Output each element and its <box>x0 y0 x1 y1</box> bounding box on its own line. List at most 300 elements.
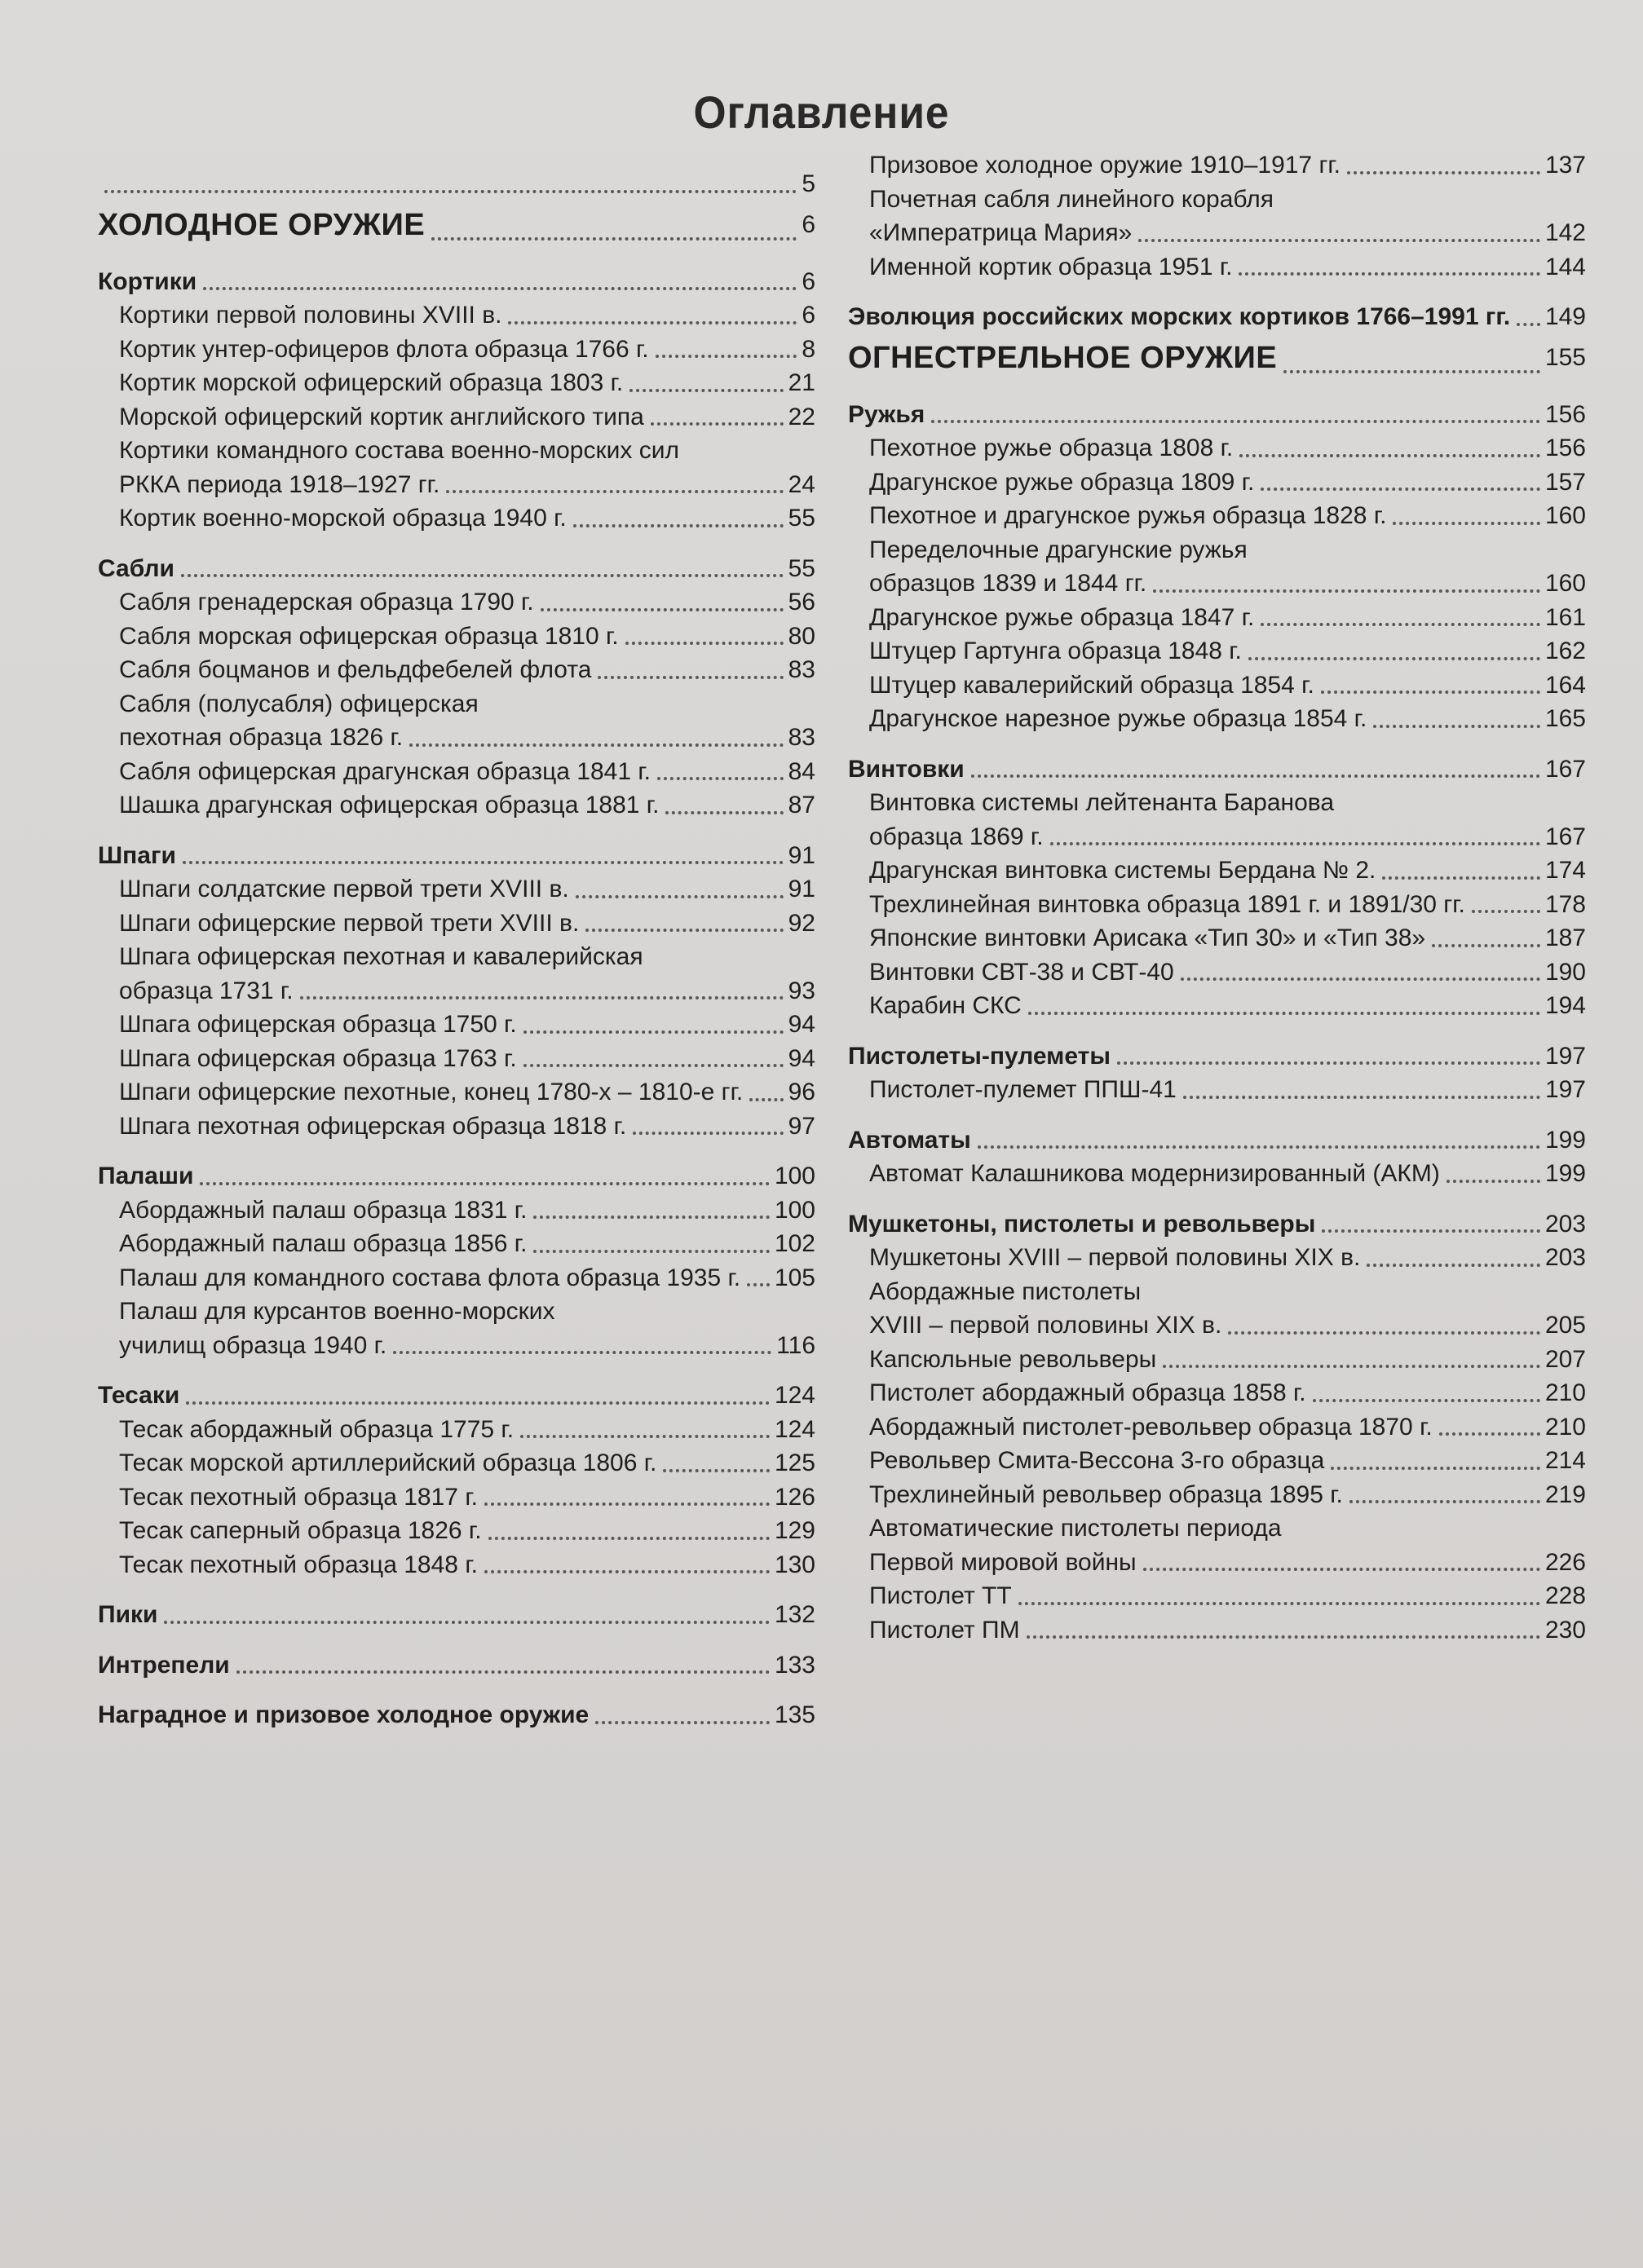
toc-section-heading <box>98 552 815 586</box>
dot-leader <box>523 1064 784 1067</box>
toc-entry <box>98 1261 815 1295</box>
toc-entry-title: Тесак пехотный образца 1848 г. <box>119 1551 478 1578</box>
toc-entry-title: Сабля гренадерская образца 1790 г. <box>119 589 534 616</box>
dot-leader <box>186 1401 770 1405</box>
dot-leader <box>573 524 784 527</box>
toc-entry-title: Шпага офицерская образца 1750 г. <box>119 1011 517 1038</box>
dot-leader <box>520 1435 770 1438</box>
toc-entry <box>848 533 1586 567</box>
toc-entry-title: Автоматические пистолеты периода <box>869 1515 1282 1542</box>
toc-entry <box>98 333 815 367</box>
toc-entry <box>848 854 1586 888</box>
dot-leader <box>657 777 784 780</box>
toc-page-number: 199 <box>1544 1160 1586 1187</box>
dot-leader <box>533 1250 770 1253</box>
toc-entry-title: Пистолет абордажный образца 1858 г. <box>869 1379 1306 1406</box>
dot-leader <box>1153 589 1540 593</box>
toc-entry-title: Почетная сабля линейного корабля <box>869 185 1274 213</box>
toc-part-heading <box>98 201 815 249</box>
toc-entry <box>848 601 1586 635</box>
toc-entry-title: Сабля морская офицерская образца 1810 г. <box>119 622 619 650</box>
toc-page-number: 96 <box>788 1079 815 1105</box>
dot-leader <box>1138 239 1540 242</box>
dot-leader <box>1313 1399 1540 1402</box>
dot-leader <box>181 574 784 577</box>
toc-page-number: 55 <box>788 554 815 582</box>
dot-leader <box>1382 876 1540 880</box>
toc-entry-title: РККА периода 1918–1927 гг. <box>119 470 440 498</box>
dot-leader <box>633 1132 783 1135</box>
dot-leader <box>1143 1568 1540 1571</box>
toc-entry-title: Сабля боцманов и фельдфебелей флота <box>119 656 592 683</box>
toc-entry <box>98 907 815 941</box>
toc-entry-title: Абордажные пистолеты <box>869 1277 1142 1305</box>
toc-page-number: 125 <box>774 1449 815 1476</box>
dot-leader <box>1261 623 1540 626</box>
dot-leader <box>656 355 797 358</box>
dot-leader <box>625 642 784 645</box>
toc-page-number: 187 <box>1544 924 1586 951</box>
dot-leader <box>1373 725 1540 728</box>
toc-page-number: 84 <box>788 757 815 785</box>
dot-leader <box>1439 1432 1540 1436</box>
toc-page-number: 142 <box>1544 219 1586 246</box>
toc-entry-title: Трехлинейная винтовка образца 1891 г. и 1891/30 гг. <box>869 890 1465 918</box>
dot-leader <box>104 190 797 193</box>
dot-leader <box>393 1351 771 1354</box>
toc-page-number: 205 <box>1544 1312 1586 1339</box>
toc-section-heading <box>98 1159 815 1194</box>
dot-leader <box>183 861 784 864</box>
toc-page-number: 210 <box>1544 1413 1586 1441</box>
dot-leader <box>971 774 1540 778</box>
toc-page-number: 83 <box>788 724 815 751</box>
toc-entry-title: Драгунское ружье образца 1809 г. <box>869 468 1255 496</box>
toc-entry <box>848 1241 1586 1275</box>
toc-entry-title: Палаши <box>98 1163 194 1189</box>
dot-leader <box>665 811 783 814</box>
toc-entry-title: Шпаги офицерские первой трети XVIII в. <box>119 909 580 937</box>
toc-entry-title: Пистолет-пулемет ППШ-41 <box>869 1076 1177 1103</box>
toc-entry <box>848 499 1586 533</box>
toc-entry <box>98 974 815 1008</box>
toc-page-number: 165 <box>1544 705 1586 732</box>
toc-entry <box>98 1042 815 1076</box>
toc-page-number: 156 <box>1544 435 1586 461</box>
toc-entry <box>848 567 1586 601</box>
toc-page-number: 226 <box>1544 1548 1586 1576</box>
toc-page-number: 132 <box>774 1601 815 1628</box>
toc-entry-title: Кортик морской офицерский образца 1803 г. <box>119 369 624 396</box>
dot-leader <box>1367 1264 1540 1267</box>
toc-page-number: 162 <box>1544 638 1586 664</box>
toc-entry <box>98 1329 815 1363</box>
toc-entry <box>848 1613 1586 1648</box>
dot-leader <box>651 422 784 426</box>
toc-entry-title: Сабля (полусабля) офицерская <box>119 690 479 717</box>
toc-page-number: 207 <box>1544 1345 1586 1373</box>
toc-entry-title: Сабли <box>98 554 174 582</box>
toc-entry-title: ХОЛОДНОЕ ОРУЖИЕ <box>98 207 426 242</box>
toc-entry <box>98 400 815 435</box>
dot-leader <box>446 490 783 493</box>
toc-entry-title: Штуцер кавалерийский образца 1854 г. <box>869 671 1314 699</box>
toc-entry <box>98 298 815 333</box>
toc-entry <box>848 786 1586 820</box>
toc-page-number: 91 <box>788 841 815 869</box>
toc-section-heading <box>98 1648 815 1683</box>
toc-entry <box>98 1548 815 1582</box>
toc-entry-title: «Императрица Мария» <box>869 219 1133 246</box>
dot-leader <box>1027 1635 1540 1639</box>
toc-page-number: 133 <box>774 1651 815 1679</box>
dot-leader <box>409 743 784 747</box>
toc-entry-title: Сабля офицерская драгунская образца 1841 г. <box>119 757 651 785</box>
dot-leader <box>1393 522 1539 525</box>
toc-entry <box>98 434 815 468</box>
toc-page-number: 190 <box>1544 958 1586 986</box>
toc-page-number: 149 <box>1544 303 1586 330</box>
toc-page-number: 55 <box>788 505 815 532</box>
toc-page-number: 228 <box>1544 1582 1586 1609</box>
toc-entry <box>848 1410 1586 1445</box>
toc-entry-title: Винтовка системы лейтенанта Баранова <box>869 789 1335 816</box>
toc-entry-title: Абордажный палаш образца 1856 г. <box>119 1230 528 1257</box>
toc-entry <box>98 1514 815 1548</box>
toc-entry <box>848 1157 1586 1191</box>
toc-entry-title: Шашка драгунская офицерская образца 1881 г. <box>119 792 660 819</box>
toc-entry <box>98 366 815 400</box>
toc-entry-title: Японские винтовки Арисака «Тип 30» и «Тип 38» <box>869 924 1426 951</box>
toc-entry <box>98 1110 815 1144</box>
dot-leader <box>508 321 797 324</box>
page-title: Оглавление <box>693 86 950 138</box>
toc-entry-title: училищ образца 1940 г. <box>119 1331 387 1359</box>
toc-entry-title: Трехлинейный револьвер образца 1895 г. <box>869 1480 1343 1508</box>
toc-page-number: 21 <box>788 369 815 396</box>
toc-entry <box>98 788 815 823</box>
toc-page-number: 199 <box>1544 1126 1586 1154</box>
toc-entry-title: Капсюльные револьверы <box>869 1345 1157 1373</box>
dot-leader <box>1349 1500 1540 1503</box>
dot-leader <box>1239 272 1539 276</box>
toc-page-number: 164 <box>1544 671 1586 699</box>
toc-entry-title: XVIII – первой половины XIX в. <box>869 1312 1222 1339</box>
toc-entry <box>848 921 1586 955</box>
dot-leader <box>431 237 797 240</box>
toc-entry-title: Абордажный пистолет-револьвер образца 1870 г. <box>869 1413 1433 1441</box>
dot-leader <box>1028 1012 1540 1015</box>
toc-entry-title: Интрепели <box>98 1651 230 1679</box>
dot-leader <box>300 996 784 999</box>
toc-entry-title: Кортики первой половины XVIII в. <box>119 302 502 329</box>
toc-entry-title: Шпага офицерская образца 1763 г. <box>119 1044 517 1072</box>
toc-entry-title: Пехотное ружье образца 1808 г. <box>869 435 1234 461</box>
toc-page-number: 87 <box>788 792 815 819</box>
dot-leader <box>1239 454 1540 457</box>
toc-entry <box>98 167 815 201</box>
toc-entry-title: Абордажный палаш образца 1831 г. <box>119 1196 528 1224</box>
toc-entry <box>848 702 1586 736</box>
toc-section-heading <box>98 265 815 299</box>
dot-leader <box>1181 977 1540 981</box>
toc-entry-title: Пики <box>98 1601 158 1628</box>
toc-page-number: 178 <box>1544 890 1586 918</box>
toc-entry <box>848 250 1586 285</box>
toc-page-number: 105 <box>774 1264 815 1291</box>
toc-page-number: 167 <box>1544 823 1586 850</box>
toc-entry-title: Переделочные драгунские ружья <box>869 536 1248 563</box>
toc-page-number: 230 <box>1544 1616 1586 1644</box>
dot-leader <box>595 1721 770 1724</box>
dot-leader <box>1117 1061 1540 1065</box>
toc-entry <box>848 634 1586 668</box>
toc-entry <box>848 989 1586 1023</box>
toc-entry <box>848 1275 1586 1309</box>
dot-leader <box>203 287 797 290</box>
toc-entry-title: ОГНЕСТРЕЛЬНОЕ ОРУЖИЕ <box>848 340 1278 375</box>
dot-leader <box>1331 1467 1540 1470</box>
toc-section-heading <box>98 1698 815 1732</box>
dot-leader <box>629 389 783 392</box>
toc-page-number: 197 <box>1544 1076 1586 1103</box>
toc-page-number: 100 <box>774 1163 815 1189</box>
dot-leader <box>1261 488 1540 491</box>
toc-page-number: 174 <box>1544 857 1586 884</box>
toc-page-number: 155 <box>1544 343 1586 371</box>
dot-leader <box>484 1570 770 1573</box>
toc-entry-title: Пистолет ТТ <box>869 1582 1012 1609</box>
toc-section-heading <box>848 1123 1586 1158</box>
toc-page-number: 116 <box>776 1331 815 1359</box>
dot-leader <box>1228 1331 1540 1335</box>
toc-page-number: 203 <box>1544 1244 1586 1271</box>
toc-page-number: 91 <box>788 876 815 902</box>
toc-entry <box>98 501 815 536</box>
toc-entry <box>848 668 1586 703</box>
dot-leader <box>1472 910 1540 913</box>
toc-entry <box>98 721 815 755</box>
dot-leader <box>749 1098 783 1101</box>
toc-page-number: 92 <box>788 909 815 937</box>
toc-entry <box>848 955 1586 990</box>
toc-page-number: 124 <box>774 1415 815 1443</box>
toc-column-right <box>848 148 1586 1647</box>
toc-page-number: 6 <box>802 267 815 295</box>
toc-page-number: 80 <box>788 622 815 650</box>
toc-entry <box>848 148 1586 183</box>
toc-entry <box>98 620 815 654</box>
toc-page-number: 160 <box>1544 570 1586 597</box>
toc-entry-title: Именной кортик образца 1951 г. <box>869 253 1233 280</box>
toc-entry <box>848 216 1586 250</box>
dot-leader <box>576 895 784 898</box>
toc-entry <box>98 1227 815 1261</box>
toc-entry <box>98 1008 815 1042</box>
toc-entry-title: Мушкетоны, пистолеты и револьверы <box>848 1210 1316 1238</box>
toc-entry <box>98 940 815 974</box>
dot-leader <box>1432 944 1540 947</box>
dot-leader <box>1446 1180 1540 1183</box>
toc-entry-title: Мушкетоны XVIII – первой половины XIX в. <box>869 1244 1361 1271</box>
toc-entry-title: Наградное и призовое холодное оружие <box>98 1701 590 1728</box>
toc-entry <box>98 1075 815 1110</box>
toc-entry <box>98 687 815 721</box>
dot-leader <box>541 608 784 611</box>
toc-entry-title: Шпага офицерская пехотная и кавалерийская <box>119 943 643 970</box>
toc-entry-title: Палаш для курсантов военно-морских <box>119 1298 555 1325</box>
toc-page-number: 8 <box>802 335 815 363</box>
toc-page-number: 160 <box>1544 502 1586 529</box>
toc-entry-title: Кортик унтер-офицеров флота образца 1766 г. <box>119 335 649 363</box>
toc-entry-title: Шпага пехотная офицерская образца 1818 г. <box>119 1112 627 1140</box>
toc-column-left <box>98 167 815 1732</box>
toc-entry <box>848 1511 1586 1546</box>
toc-section-heading <box>848 300 1586 334</box>
toc-entry <box>848 183 1586 217</box>
toc-entry-title: образца 1731 г. <box>119 977 294 1004</box>
dot-leader <box>1248 657 1540 660</box>
toc-entry <box>848 1546 1586 1580</box>
toc-entry-title: Пистолеты-пулеметы <box>848 1042 1111 1070</box>
toc-page-number: 167 <box>1544 755 1586 783</box>
toc-entry-title: Кортики командного состава военно-морских сил <box>119 437 679 464</box>
toc-entry-title: Автомат Калашникова модернизированный (АКМ) <box>869 1160 1440 1187</box>
toc-entry <box>848 1343 1586 1377</box>
toc-entry-title: Тесак пехотный образца 1817 г. <box>119 1483 478 1511</box>
toc-part-heading <box>848 334 1586 382</box>
toc-entry-title: Карабин СКС <box>869 992 1022 1019</box>
toc-entry <box>848 431 1586 466</box>
toc-page-number: 22 <box>788 403 815 430</box>
toc-entry-title: Шпаги солдатские первой трети XVIII в. <box>119 876 569 902</box>
toc-page-number: 6 <box>802 210 815 238</box>
toc-entry <box>848 466 1586 500</box>
dot-leader <box>1163 1365 1540 1368</box>
toc-entry-title: Тесак морской артиллерийский образца 1806 г. <box>119 1449 657 1476</box>
toc-entry <box>98 872 815 907</box>
toc-entry-title: Пехотное и драгунское ружья образца 1828 г. <box>869 502 1387 529</box>
toc-page-number: 94 <box>788 1011 815 1038</box>
toc-entry-title: Револьвер Смита-Вессона 3-го образца <box>869 1447 1325 1474</box>
dot-leader <box>978 1145 1540 1149</box>
toc-entry <box>848 1073 1586 1107</box>
toc-entry-title: Драгунское ружье образца 1847 г. <box>869 603 1255 631</box>
toc-entry-title: Палаш для командного состава флота образца 1935 г. <box>119 1264 741 1291</box>
toc-entry-title: пехотная образца 1826 г. <box>119 724 404 751</box>
toc-entry <box>848 1376 1586 1410</box>
toc-entry-title: Морской офицерский кортик английского типа <box>119 403 644 430</box>
toc-page-number: 6 <box>802 302 815 329</box>
dot-leader <box>1283 370 1540 373</box>
toc-page-number: 83 <box>788 656 815 683</box>
toc-page-number: 219 <box>1544 1480 1586 1508</box>
toc-entry-title: Первой мировой войны <box>869 1548 1137 1576</box>
dot-leader <box>1517 323 1540 326</box>
toc-entry-title: Драгунская винтовка системы Бердана № 2. <box>869 857 1376 884</box>
toc-entry <box>98 653 815 687</box>
toc-entry-title: Призовое холодное оружие 1910–1917 гг. <box>869 152 1341 179</box>
dot-leader <box>1050 842 1540 845</box>
toc-entry-title: образцов 1839 и 1844 гг. <box>869 570 1147 597</box>
dot-leader <box>533 1216 770 1219</box>
dot-leader <box>1347 171 1540 174</box>
toc-page-number: 161 <box>1544 603 1586 631</box>
toc-entry-title: Шпаги офицерские пехотные, конец 1780-х – 1810-е гг. <box>119 1079 744 1105</box>
toc-page-number: 203 <box>1544 1210 1586 1238</box>
dot-leader <box>1018 1602 1540 1605</box>
toc-entry <box>848 1579 1586 1613</box>
toc-page-number: 130 <box>774 1551 815 1578</box>
toc-entry-title: Кортики <box>98 267 197 295</box>
toc-entry-title: Тесаки <box>98 1382 180 1409</box>
toc-section-heading <box>848 752 1586 787</box>
toc-page-number: 210 <box>1544 1379 1586 1406</box>
dot-leader <box>931 420 1540 423</box>
toc-section-heading <box>848 1039 1586 1074</box>
dot-leader <box>585 929 783 932</box>
toc-entry-title: Ружья <box>848 400 925 428</box>
toc-page-number: 93 <box>788 977 815 1004</box>
dot-leader <box>484 1502 770 1506</box>
toc-entry <box>98 1194 815 1228</box>
toc-page-number: 124 <box>774 1382 815 1409</box>
toc-entry-title: Автоматы <box>848 1126 971 1154</box>
toc-entry-title: Эволюция российских морских кортиков 1766–1991 гг. <box>848 303 1511 330</box>
toc-entry <box>848 1478 1586 1512</box>
toc-page-number: 97 <box>788 1112 815 1140</box>
dot-leader <box>1321 691 1540 694</box>
toc-entry <box>98 1446 815 1480</box>
dot-leader <box>747 1283 770 1286</box>
toc-entry-title: Драгунское нарезное ружье образца 1854 г. <box>869 705 1367 732</box>
toc-page-number: 102 <box>774 1230 815 1257</box>
toc-entry-title: образца 1869 г. <box>869 823 1044 850</box>
toc-entry <box>98 468 815 502</box>
toc-page-number: 156 <box>1544 400 1586 428</box>
toc-page-number: 144 <box>1544 253 1586 280</box>
toc-section-heading <box>848 398 1586 432</box>
toc-entry <box>98 1480 815 1515</box>
dot-leader <box>598 676 783 679</box>
toc-entry-title: Тесак абордажный образца 1775 г. <box>119 1415 515 1443</box>
toc-page-number: 135 <box>774 1701 815 1728</box>
toc-page-number: 194 <box>1544 992 1586 1019</box>
toc-entry-title: Кортик военно-морской образца 1940 г. <box>119 505 567 532</box>
toc-entry-title: Пистолет ПМ <box>869 1616 1020 1644</box>
toc-page-number: 157 <box>1544 468 1586 496</box>
dot-leader <box>488 1537 770 1540</box>
dot-leader <box>523 1030 784 1034</box>
toc-page-number: 100 <box>774 1196 815 1224</box>
toc-page-number: 5 <box>802 170 815 197</box>
toc-entry-title: Шпаги <box>98 841 176 869</box>
toc-entry <box>98 585 815 620</box>
toc-page-number: 94 <box>788 1044 815 1072</box>
toc-entry <box>848 1444 1586 1478</box>
toc-page-number: 137 <box>1544 152 1586 179</box>
toc-entry <box>848 820 1586 854</box>
toc-page-number: 56 <box>788 589 815 616</box>
toc-entry <box>848 1308 1586 1343</box>
toc-entry-title: Штуцер Гартунга образца 1848 г. <box>869 638 1242 664</box>
toc-page-number: 197 <box>1544 1042 1586 1070</box>
dot-leader <box>164 1621 769 1624</box>
toc-section-heading <box>848 1207 1586 1242</box>
toc-entry-title: Винтовки СВТ-38 и СВТ-40 <box>869 958 1174 986</box>
dot-leader <box>236 1670 770 1674</box>
toc-section-heading <box>98 1379 815 1413</box>
